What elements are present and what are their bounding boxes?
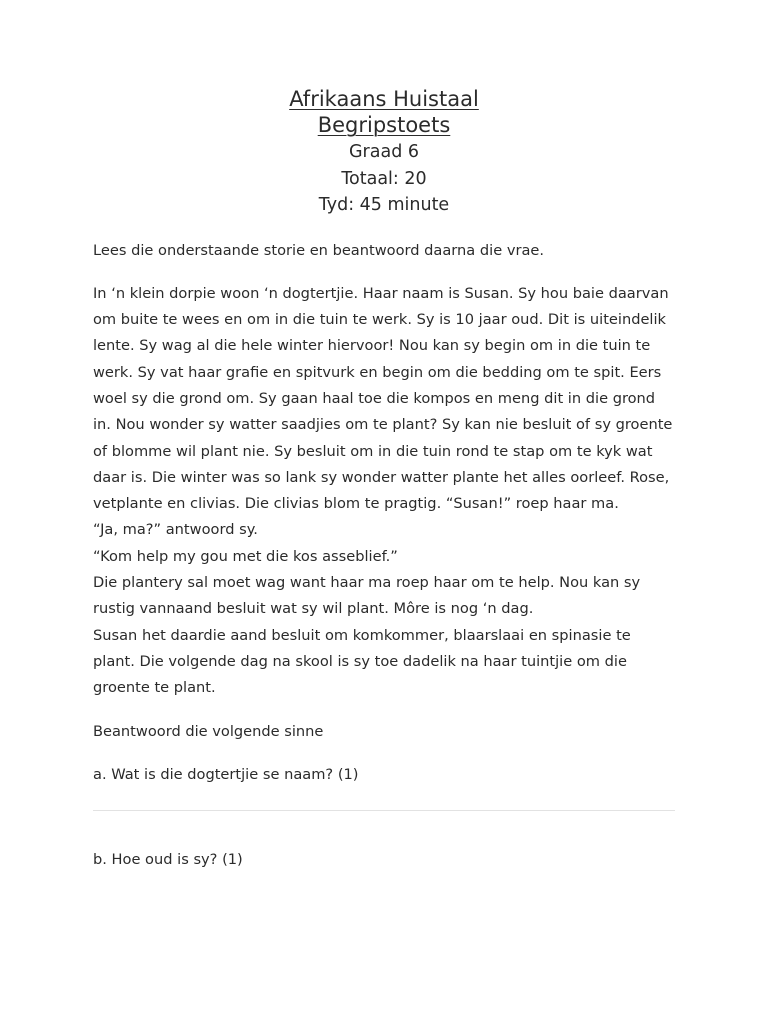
question-b: b. Hoe oud is sy? (1) [93,851,243,869]
document-title: Afrikaans Huistaal [289,87,479,111]
questions-instruction: Beantwoord die volgende sinne [93,722,324,740]
story-paragraph: In ‘n klein dorpie woon ‘n dogtertjie. Haar naam is Susan. Sy hou baie daarvan om buite te wees en om in die tuin te werk. Sy is 10 jaar oud. Dit is uiteindelik lente. Sy wag al die hele winter hiervoor! Nou kan sy begin om in die tuin te werk. Sy vat haar grafie en spitvurk en begin om die bedding om te spit. Eers woel sy die grond om. Sy gaan haal toe die kompos en meng dit in die grond in. Nou wonder sy watter saadjies om te plant? Sy kan nie besluit of sy groente of blomme wil plant nie. Sy besluit om in die tuin rond te stap om te kyk wat daar is. Die winter was so lank sy wonder watter plante het alles oorleef. Rose, vetplante en clivias. Die clivias blom te pragtig. “Susan!” roep haar ma. [93,284,673,513]
intro-instruction: Lees die onderstaande storie en beantwoord daarna die vrae. [93,241,545,259]
document-header [93,86,675,219]
story-dialogue-line: “Ja, ma?” antwoord sy. [93,521,258,539]
answer-line [93,810,675,811]
story-paragraph: Die plantery sal moet wag want haar ma roep haar om te help. Nou kan sy rustig vannaand besluit wat sy wil plant. Môre is nog ‘n dag. [93,574,641,618]
story-dialogue-line: “Kom help my gou met die kos asseblief.” [93,547,398,565]
time-limit-label: Tyd: 45 minute [318,195,450,215]
grade-label: Graad 6 [348,142,419,162]
story-text [93,281,675,702]
document-page [93,86,675,873]
story-paragraph: Susan het daardie aand besluit om komkommer, blaarslaai en spinasie te plant. Die volgende dag na skool is sy toe dadelik na haar tuintjie om die groente te plant. [93,626,631,697]
document-subtitle: Begripstoets [317,113,451,137]
total-marks-label: Totaal: 20 [341,168,427,189]
question-a: a. Wat is die dogtertjie se naam? (1) [93,765,359,783]
